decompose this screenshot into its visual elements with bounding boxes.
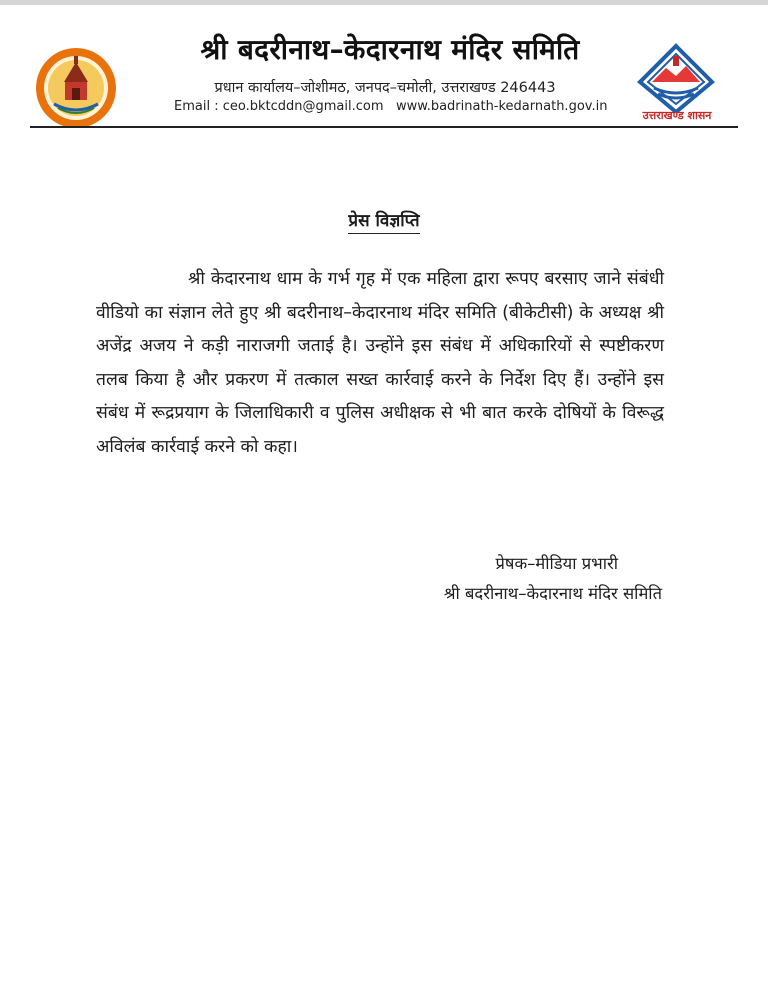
email-address: Email : ceo.bktcddn@gmail.com: [174, 99, 384, 114]
government-logo-label: उत्तराखण्ड शासन: [642, 109, 712, 122]
sender-designation: प्रेषक–मीडिया प्रभारी: [495, 554, 618, 573]
press-release-body: श्री केदारनाथ धाम के गर्भ गृह में एक महिला द्वारा रूपए बरसाए जाने संबंधी वीडियो का संज्ञान लेते हुए श्री बदरीनाथ–केदारनाथ मंदिर समिति (बीकेटीसी) के अध्यक्ष श्री अजेंद्र अजय ने कड़ी नाराजगी जताई है। उन्होंने इस संबंध में अधिकारियों से स्पष्टीकरण तलब किया है और प्रकरण में तत्काल सख्त कार्रवाई करने के निर्देश दिए हैं। उन्होंने इस संबंध में रूद्रप्रयाग के जिलाधिकारी व पुलिस अधीक्षक से भी बात करके दोषियों के विरूद्ध अविलंब कार्रवाई करने को कहा।: [96, 269, 664, 457]
sender-organization: श्री बदरीनाथ–केदारनाथ मंदिर समिति: [443, 584, 662, 603]
header-divider: [30, 126, 738, 128]
website-url: www.badrinath-kedarnath.gov.in: [396, 99, 608, 114]
press-release-heading: [0, 208, 768, 231]
press-release-heading-text: प्रेस विज्ञप्ति: [348, 211, 419, 234]
temple-committee-logo: [34, 46, 118, 130]
office-address: प्रधान कार्यालय–जोशीमठ, जनपद–चमोली, उत्तराखण्ड 246443: [214, 80, 556, 96]
organization-title: श्री बदरीनाथ–केदारनाथ मंदिर समिति: [200, 33, 580, 66]
top-edge-bar: [0, 0, 768, 5]
